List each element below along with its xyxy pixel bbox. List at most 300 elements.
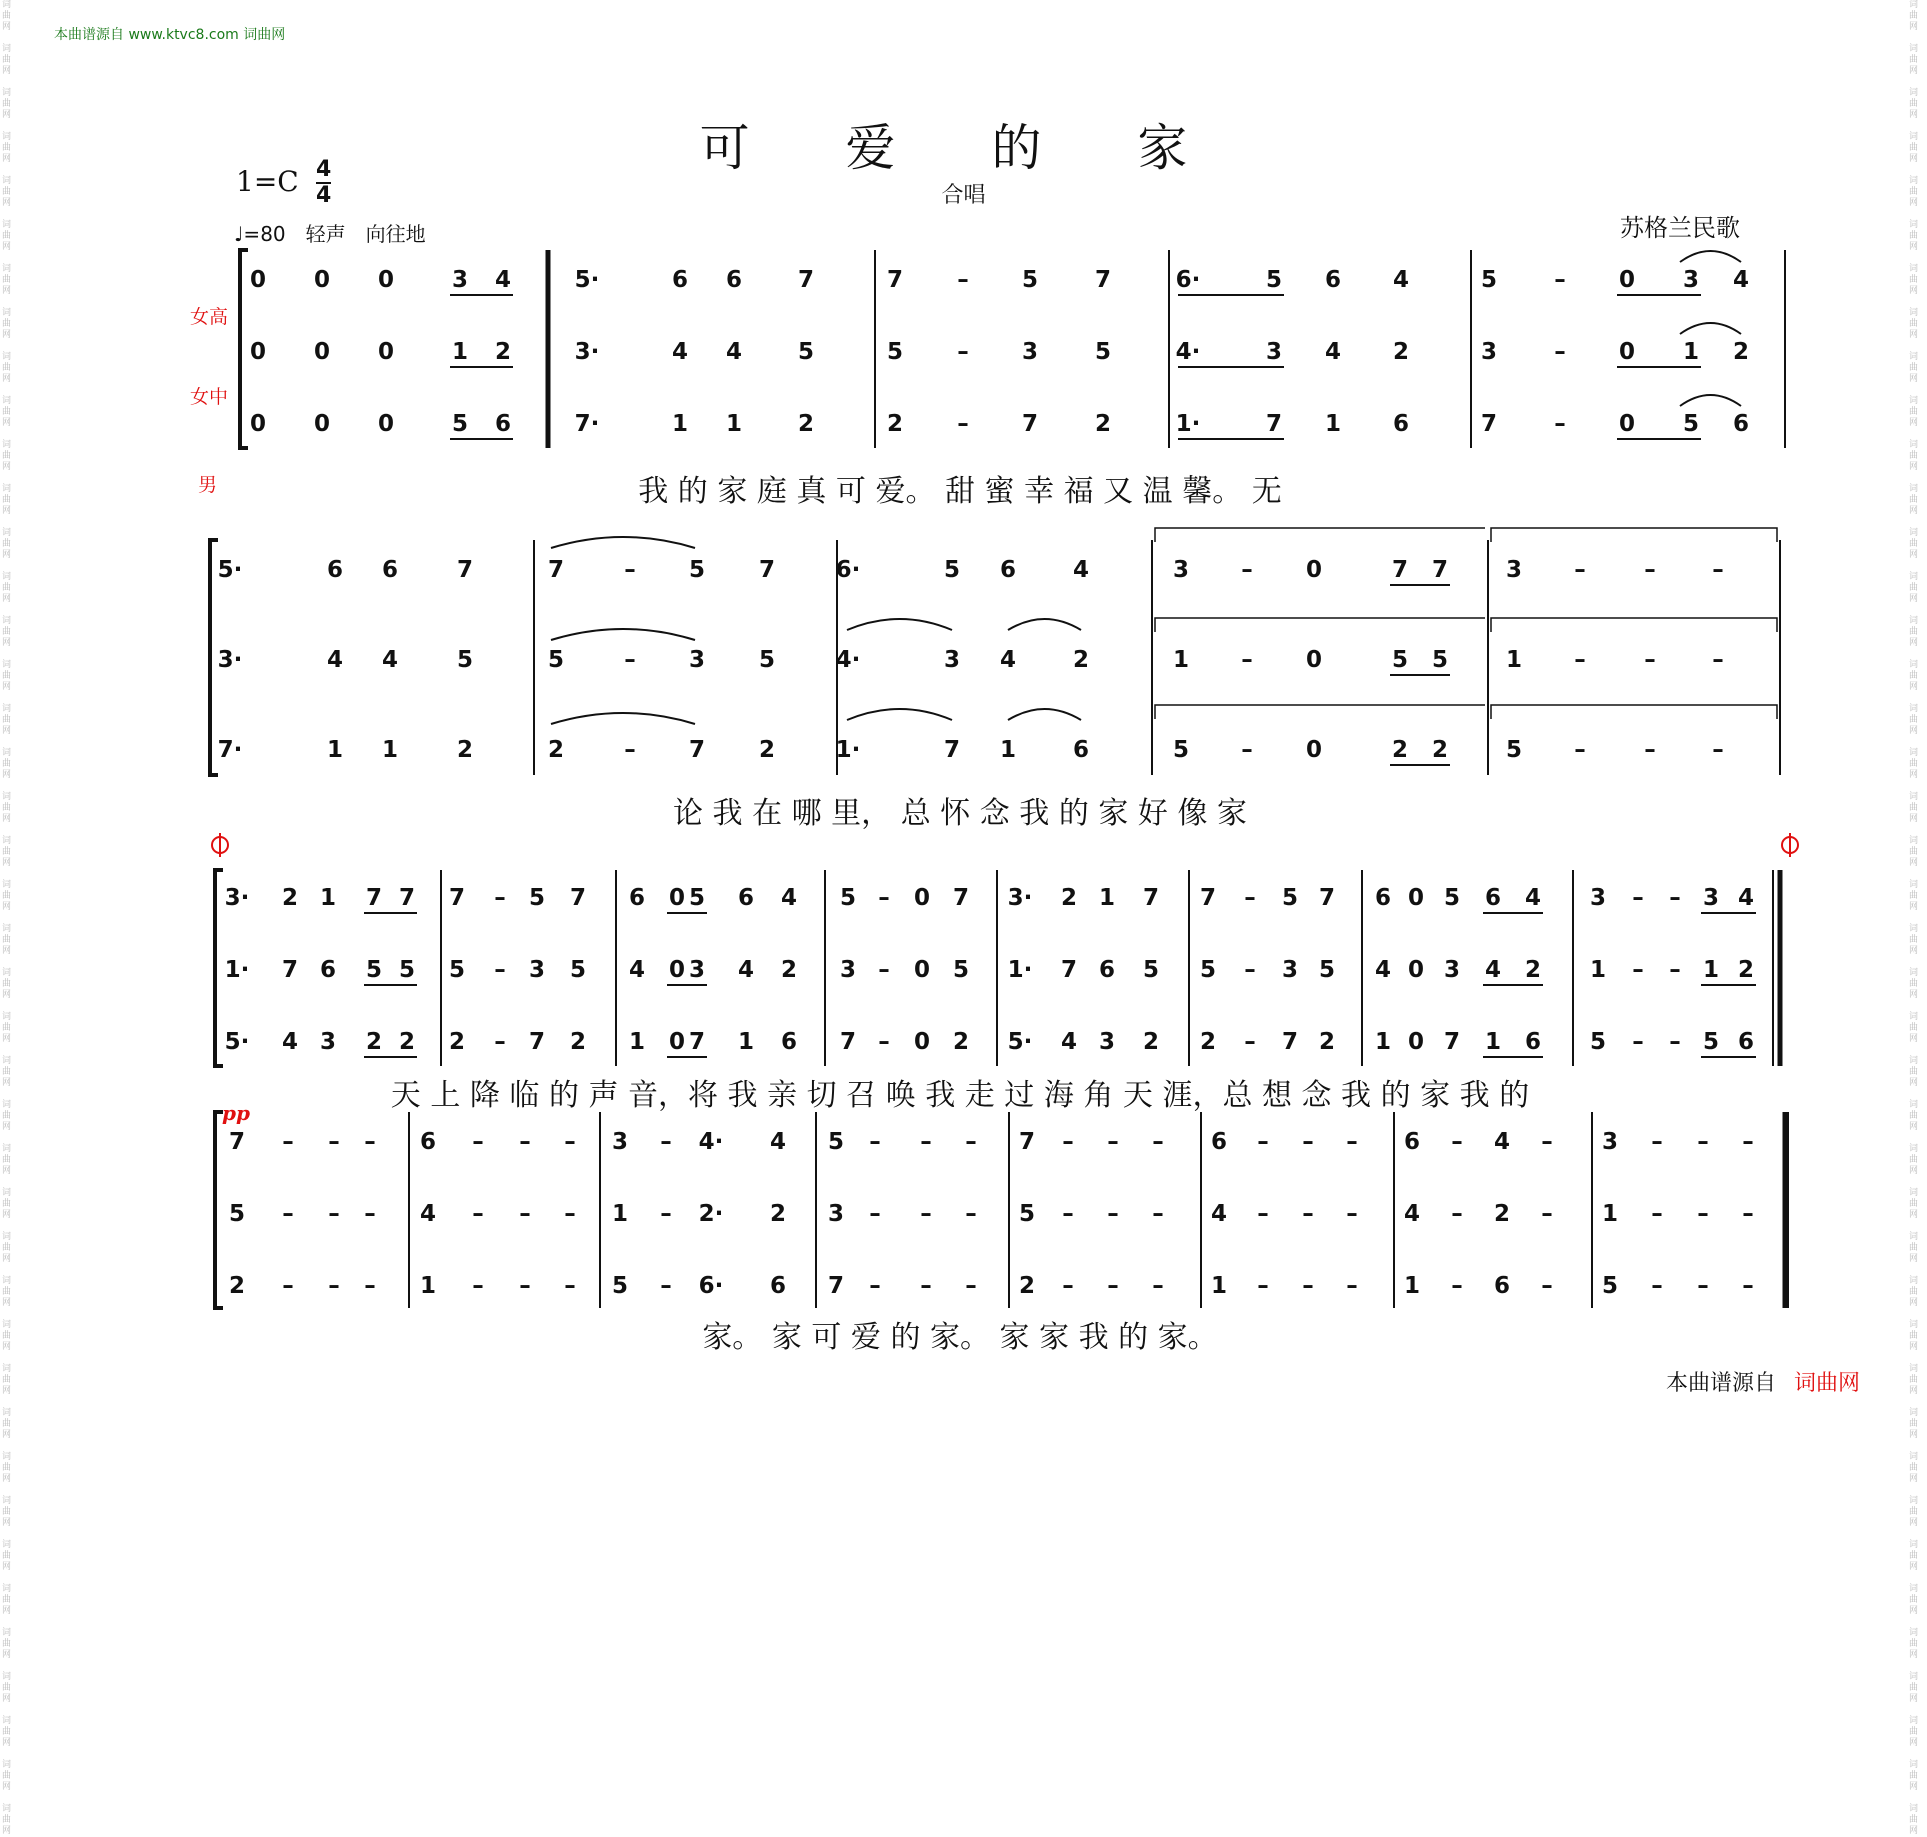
note: 0 xyxy=(249,339,267,365)
note: 5 xyxy=(228,1201,246,1227)
note: 0 xyxy=(377,339,395,365)
note: 3 xyxy=(827,1201,845,1227)
note: 5 xyxy=(1318,957,1336,983)
note: 6· xyxy=(1175,267,1201,293)
note: – xyxy=(472,1129,484,1155)
note: – xyxy=(1742,1201,1754,1227)
note: – xyxy=(364,1201,376,1227)
note: 0 xyxy=(668,1029,686,1055)
note: 6 xyxy=(1403,1129,1421,1155)
note: – xyxy=(1651,1273,1663,1299)
note: 2 xyxy=(952,1029,970,1055)
note: 3 xyxy=(688,647,706,673)
note: 3 xyxy=(1702,885,1720,911)
note: 5 xyxy=(456,647,474,673)
note: 6 xyxy=(725,267,743,293)
slur xyxy=(1008,709,1081,720)
note: – xyxy=(328,1129,340,1155)
system-bracket xyxy=(215,1112,223,1308)
note: 6 xyxy=(628,885,646,911)
note: 0 xyxy=(377,411,395,437)
note: 1 xyxy=(999,737,1017,763)
note: 0 xyxy=(377,267,395,293)
note: 7 xyxy=(448,885,466,911)
note: – xyxy=(1346,1129,1358,1155)
note: – xyxy=(1451,1201,1463,1227)
note: 1 xyxy=(319,885,337,911)
note: – xyxy=(869,1273,881,1299)
note: 5 xyxy=(886,339,904,365)
note: 2 xyxy=(365,1029,383,1055)
note: 6 xyxy=(1493,1273,1511,1299)
note: 7 xyxy=(886,267,904,293)
note: 2 xyxy=(1524,957,1542,983)
note: 5· xyxy=(574,267,600,293)
note: 0 xyxy=(1407,885,1425,911)
note: 5 xyxy=(547,647,565,673)
note: 2 xyxy=(1431,737,1449,763)
note: 3 xyxy=(1021,339,1039,365)
note: 0 xyxy=(313,339,331,365)
note: – xyxy=(1712,557,1724,583)
note: 7 xyxy=(1199,885,1217,911)
note: 7 xyxy=(1431,557,1449,583)
note: 3 xyxy=(1505,557,1523,583)
note: 6· xyxy=(835,557,861,583)
note: 3 xyxy=(943,647,961,673)
note: 6· xyxy=(698,1273,724,1299)
note: – xyxy=(1107,1129,1119,1155)
note: 6 xyxy=(1484,885,1502,911)
note: – xyxy=(878,885,890,911)
note: 3 xyxy=(1281,957,1299,983)
note: 0 xyxy=(1305,737,1323,763)
note: – xyxy=(1152,1129,1164,1155)
note: – xyxy=(1669,957,1681,983)
note: 5 xyxy=(451,411,469,437)
volta-bracket xyxy=(1155,528,1485,542)
note: 1 xyxy=(1601,1201,1619,1227)
note: 4 xyxy=(999,647,1017,673)
header-source: 本曲谱源自 www.ktvc8.com 词曲网 xyxy=(54,27,286,43)
note: – xyxy=(282,1129,294,1155)
note: 4 xyxy=(1524,885,1542,911)
note: 4 xyxy=(769,1129,787,1155)
note: 5 xyxy=(797,339,815,365)
note: 2 xyxy=(1732,339,1750,365)
note: 4 xyxy=(1737,885,1755,911)
note: 5 xyxy=(1391,647,1409,673)
note: 3 xyxy=(1172,557,1190,583)
note: 1 xyxy=(1484,1029,1502,1055)
note: 6 xyxy=(494,411,512,437)
note: 6 xyxy=(769,1273,787,1299)
note: 5 xyxy=(943,557,961,583)
note: – xyxy=(965,1129,977,1155)
note: 5 xyxy=(1702,1029,1720,1055)
note: 7· xyxy=(217,737,243,763)
note: 2 xyxy=(1391,737,1409,763)
note: 6 xyxy=(1072,737,1090,763)
note: 6 xyxy=(1374,885,1392,911)
note: – xyxy=(869,1129,881,1155)
note: 5 xyxy=(839,885,857,911)
slur xyxy=(551,713,695,724)
note: 3 xyxy=(839,957,857,983)
note: 7 xyxy=(1281,1029,1299,1055)
slur xyxy=(1680,323,1741,334)
note: 4 xyxy=(737,957,755,983)
volta-bracket xyxy=(1491,528,1777,542)
note: 2 xyxy=(1318,1029,1336,1055)
note: – xyxy=(1669,1029,1681,1055)
note: – xyxy=(1554,267,1566,293)
note: 1 xyxy=(326,737,344,763)
note: – xyxy=(660,1273,672,1299)
key-signature: 1=C xyxy=(236,165,299,198)
note: 7 xyxy=(839,1029,857,1055)
note: 4· xyxy=(698,1129,724,1155)
note: – xyxy=(660,1129,672,1155)
note: 4 xyxy=(780,885,798,911)
note: 5 xyxy=(1505,737,1523,763)
note: 7 xyxy=(797,267,815,293)
note: 7 xyxy=(228,1129,246,1155)
note: – xyxy=(957,411,969,437)
tempo-marking: ♩=80 轻声 向往地 xyxy=(234,222,426,246)
note: 1 xyxy=(1210,1273,1228,1299)
volta-bracket xyxy=(1491,618,1777,632)
note: 7 xyxy=(1443,1029,1461,1055)
slur xyxy=(1680,251,1741,262)
note: – xyxy=(519,1201,531,1227)
note: – xyxy=(1062,1273,1074,1299)
note: 1· xyxy=(224,957,250,983)
note: 0 xyxy=(1618,411,1636,437)
note: 7 xyxy=(569,885,587,911)
time-signature: $\frac{4}{4}$ xyxy=(316,157,332,208)
note: 1 xyxy=(1589,957,1607,983)
note: 6 xyxy=(671,267,689,293)
note: 7 xyxy=(1142,885,1160,911)
note: – xyxy=(1244,885,1256,911)
note: 2 xyxy=(1737,957,1755,983)
note: 4 xyxy=(1392,267,1410,293)
note: 5· xyxy=(224,1029,250,1055)
note: – xyxy=(494,957,506,983)
note: 1· xyxy=(1175,411,1201,437)
note: 4 xyxy=(1484,957,1502,983)
note: – xyxy=(364,1273,376,1299)
footer-source: 本曲谱源自 词曲网 xyxy=(1666,1371,1861,1396)
note: 1· xyxy=(835,737,861,763)
note: – xyxy=(1241,557,1253,583)
note: 4 xyxy=(326,647,344,673)
note: – xyxy=(660,1201,672,1227)
note: 3 xyxy=(1601,1129,1619,1155)
note: – xyxy=(920,1201,932,1227)
note: – xyxy=(1346,1273,1358,1299)
composer: 苏格兰民歌 xyxy=(1620,214,1740,242)
footer-site-link[interactable]: 词曲网 xyxy=(1794,1371,1861,1396)
voice-label-male: 男 xyxy=(198,474,218,496)
note: 7 xyxy=(952,885,970,911)
note: 5 xyxy=(688,557,706,583)
note: – xyxy=(564,1129,576,1155)
note: 6 xyxy=(326,557,344,583)
note: – xyxy=(1712,737,1724,763)
note: – xyxy=(1697,1273,1709,1299)
note: – xyxy=(1107,1273,1119,1299)
note: – xyxy=(1241,737,1253,763)
slur xyxy=(1680,395,1741,406)
note: – xyxy=(1644,647,1656,673)
note: 1 xyxy=(1702,957,1720,983)
note: 3 xyxy=(1480,339,1498,365)
note: 7 xyxy=(1265,411,1283,437)
note: 2 xyxy=(1142,1029,1160,1055)
note: – xyxy=(1257,1201,1269,1227)
note: 0 xyxy=(913,885,931,911)
note: 7 xyxy=(758,557,776,583)
note: 2 xyxy=(494,339,512,365)
note: – xyxy=(1541,1273,1553,1299)
slur xyxy=(551,537,695,548)
note: 5 xyxy=(1431,647,1449,673)
note: – xyxy=(1302,1129,1314,1155)
voice-label-soprano: 女高 xyxy=(190,306,229,328)
note: – xyxy=(1712,647,1724,673)
note: – xyxy=(965,1201,977,1227)
note: 3 xyxy=(1589,885,1607,911)
note: – xyxy=(1632,957,1644,983)
note: – xyxy=(328,1273,340,1299)
note: – xyxy=(564,1201,576,1227)
system-bracket xyxy=(210,540,218,775)
note: 5 xyxy=(827,1129,845,1155)
note: 0 xyxy=(913,957,931,983)
note: – xyxy=(1062,1201,1074,1227)
note: 1 xyxy=(671,411,689,437)
note: – xyxy=(328,1201,340,1227)
note: 2 xyxy=(1094,411,1112,437)
note: – xyxy=(472,1273,484,1299)
note: – xyxy=(1554,411,1566,437)
note: – xyxy=(1152,1273,1164,1299)
volta-bracket xyxy=(1155,618,1485,632)
note: 7 xyxy=(1318,885,1336,911)
note: – xyxy=(1257,1273,1269,1299)
note: 1 xyxy=(628,1029,646,1055)
note: – xyxy=(1574,557,1586,583)
note: 7 xyxy=(1094,267,1112,293)
note: – xyxy=(1554,339,1566,365)
note: 3 xyxy=(1098,1029,1116,1055)
note: 1 xyxy=(1172,647,1190,673)
note: 4 xyxy=(494,267,512,293)
note: – xyxy=(1632,1029,1644,1055)
note: 5 xyxy=(1018,1201,1036,1227)
note: – xyxy=(1644,557,1656,583)
note: – xyxy=(494,885,506,911)
note: – xyxy=(1644,737,1656,763)
note: – xyxy=(1574,737,1586,763)
note: 6 xyxy=(1732,411,1750,437)
note: – xyxy=(1669,885,1681,911)
note: 2 xyxy=(228,1273,246,1299)
note: – xyxy=(282,1201,294,1227)
note: 4 xyxy=(671,339,689,365)
note: 6 xyxy=(780,1029,798,1055)
note: – xyxy=(282,1273,294,1299)
note: – xyxy=(1541,1129,1553,1155)
note: 5 xyxy=(1601,1273,1619,1299)
note: – xyxy=(1244,957,1256,983)
note: 0 xyxy=(1618,267,1636,293)
note: 5 xyxy=(448,957,466,983)
note: 7 xyxy=(1480,411,1498,437)
note: – xyxy=(920,1129,932,1155)
lyric-line: 我 的 家 庭 真 可 爱。 甜 蜜 幸 福 又 温 馨。 无 xyxy=(638,474,1282,509)
note: 6 xyxy=(1324,267,1342,293)
note: 7· xyxy=(574,411,600,437)
note: 7 xyxy=(528,1029,546,1055)
note: 1 xyxy=(725,411,743,437)
note: – xyxy=(494,1029,506,1055)
note: 5 xyxy=(611,1273,629,1299)
note: – xyxy=(1107,1201,1119,1227)
note: 1· xyxy=(1007,957,1033,983)
note: 0 xyxy=(668,957,686,983)
note: 2 xyxy=(886,411,904,437)
note: – xyxy=(564,1273,576,1299)
note: – xyxy=(472,1201,484,1227)
right-watermark: 词 曲 网 词 曲 网 词 曲 网 词 曲 网 词 曲 网 词 曲 网 词 曲 网 词 曲 网 词 曲 网 词 曲 网 词 曲 网 词 曲 网 词 曲 网 词 曲 网 词 曲 网 词 曲 网 词 曲 网 词 曲 网 词 曲 网 词 曲 网 词 曲 网 词 曲 网 词 曲 网 词 曲 网 词 曲 网 词 曲 网 词 曲 网 词 曲 网 词 曲 网 词 曲 网 词 曲 网 词 曲 网 词 曲 网 词 曲 网 词 曲 网 词 曲 网 词 曲 网 词 曲 网 词 曲 网 词 曲 网 词 曲 网 词 曲 网 xyxy=(1909,0,1919,1836)
note: 7 xyxy=(827,1273,845,1299)
note: 2 xyxy=(456,737,474,763)
note: 6 xyxy=(381,557,399,583)
note: 2 xyxy=(1018,1273,1036,1299)
note: 2 xyxy=(569,1029,587,1055)
volta-bracket xyxy=(1155,705,1485,719)
note: – xyxy=(1451,1273,1463,1299)
note: 1 xyxy=(1374,1029,1392,1055)
note: 6 xyxy=(1098,957,1116,983)
note: – xyxy=(519,1273,531,1299)
note: 2 xyxy=(1060,885,1078,911)
note: – xyxy=(1651,1129,1663,1155)
note: 7 xyxy=(456,557,474,583)
note: 2 xyxy=(398,1029,416,1055)
note: 7 xyxy=(365,885,383,911)
note: 7 xyxy=(398,885,416,911)
note: – xyxy=(1062,1129,1074,1155)
note: 6 xyxy=(319,957,337,983)
note: 3· xyxy=(217,647,243,673)
note: 2 xyxy=(780,957,798,983)
volta-bracket xyxy=(1491,705,1777,719)
note: 1 xyxy=(1403,1273,1421,1299)
note: – xyxy=(1451,1129,1463,1155)
note: 5 xyxy=(528,885,546,911)
note: 5 xyxy=(365,957,383,983)
note: 5 xyxy=(952,957,970,983)
note: 4 xyxy=(1210,1201,1228,1227)
note: – xyxy=(965,1273,977,1299)
note: 7 xyxy=(1391,557,1409,583)
note: 4· xyxy=(1175,339,1201,365)
note: 5 xyxy=(688,885,706,911)
note: 3 xyxy=(319,1029,337,1055)
note: 4· xyxy=(835,647,861,673)
note: 5 xyxy=(1480,267,1498,293)
note: 4 xyxy=(628,957,646,983)
note: 0 xyxy=(249,267,267,293)
note: 0 xyxy=(1407,1029,1425,1055)
note: 2 xyxy=(1392,339,1410,365)
note: 3 xyxy=(611,1129,629,1155)
note: 1 xyxy=(381,737,399,763)
note: 2 xyxy=(547,737,565,763)
note: 5 xyxy=(1682,411,1700,437)
note: 4 xyxy=(381,647,399,673)
note: 2 xyxy=(758,737,776,763)
note: – xyxy=(1742,1129,1754,1155)
system-bracket xyxy=(215,870,223,1066)
note: – xyxy=(1651,1201,1663,1227)
note: 3 xyxy=(451,267,469,293)
note: 4 xyxy=(1732,267,1750,293)
note: 2 xyxy=(797,411,815,437)
note: 1 xyxy=(1505,647,1523,673)
note: 3 xyxy=(1265,339,1283,365)
note: – xyxy=(1541,1201,1553,1227)
note: 7 xyxy=(688,1029,706,1055)
note: 5 xyxy=(1199,957,1217,983)
note: 0 xyxy=(249,411,267,437)
note: 7 xyxy=(547,557,565,583)
note: 5 xyxy=(398,957,416,983)
note: 5 xyxy=(1265,267,1283,293)
slur xyxy=(847,709,952,720)
note: 7 xyxy=(943,737,961,763)
note: 1 xyxy=(451,339,469,365)
lyric-line: 论 我 在 哪 里， 总 怀 念 我 的 家 好 像 家 xyxy=(673,796,1247,831)
slur xyxy=(847,619,952,630)
note: – xyxy=(1574,647,1586,673)
dynamic-marking: pp xyxy=(222,1101,250,1125)
note: – xyxy=(624,737,636,763)
note: 0 xyxy=(1305,557,1323,583)
note: – xyxy=(1302,1273,1314,1299)
note: 4 xyxy=(1072,557,1090,583)
note: 5 xyxy=(1021,267,1039,293)
note: 6 xyxy=(1210,1129,1228,1155)
note: 2 xyxy=(1072,647,1090,673)
subtitle: 合唱 xyxy=(941,183,986,208)
note: 4 xyxy=(1493,1129,1511,1155)
note: 1 xyxy=(1682,339,1700,365)
slur xyxy=(551,629,695,640)
note: 2· xyxy=(698,1201,724,1227)
note: 4 xyxy=(725,339,743,365)
note: 7 xyxy=(1021,411,1039,437)
note: 0 xyxy=(1618,339,1636,365)
note: 1 xyxy=(1098,885,1116,911)
note: 1 xyxy=(1324,411,1342,437)
note: – xyxy=(957,339,969,365)
note: 3 xyxy=(528,957,546,983)
